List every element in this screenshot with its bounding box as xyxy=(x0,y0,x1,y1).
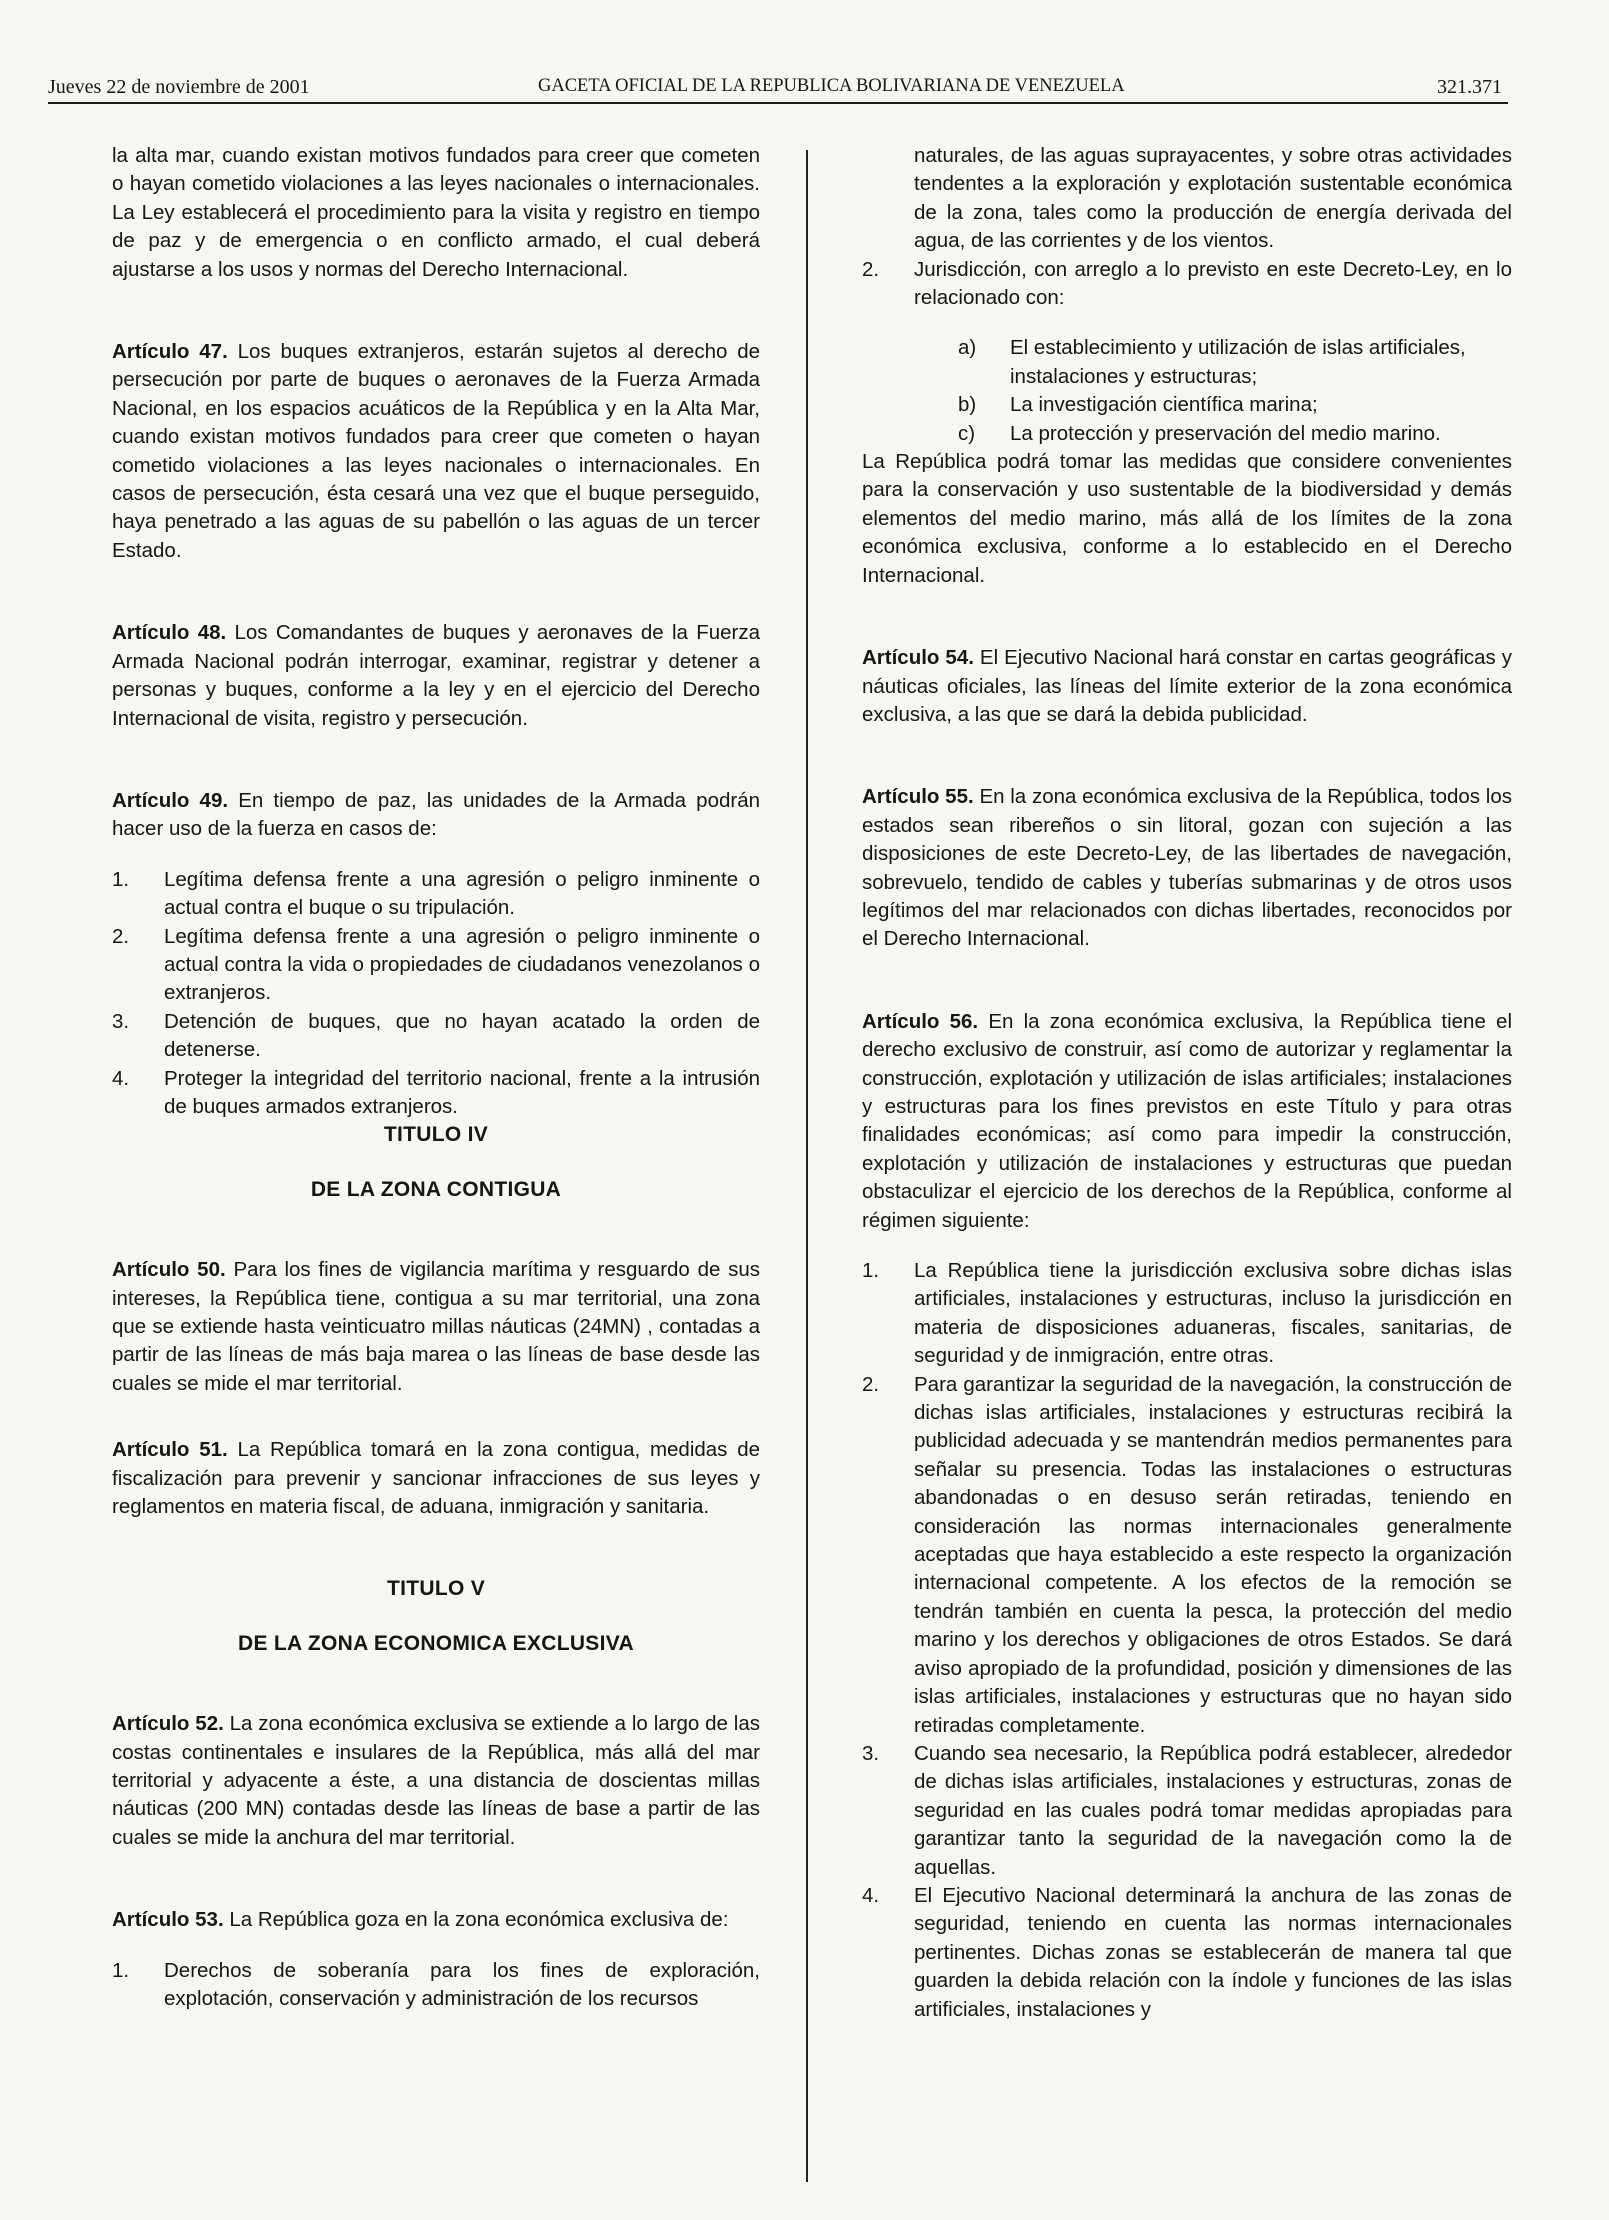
list-item xyxy=(862,256,1512,313)
list-item xyxy=(862,1257,1512,1371)
article-56-list xyxy=(862,1257,1512,2024)
list-text: Legítima defensa frente a una agresión o peligro inminente o actual contra la vida o propiedades de ciudadanos venezolanos o extranjeros. xyxy=(164,924,760,1005)
article-text: La República tomará en la zona contigua, medidas de fiscalización para prevenir y sancionar infracciones de sus leyes y reglamentos en materia fiscal, de aduana, inmigración y sanitaria. xyxy=(112,1438,760,1519)
article-53-sublist xyxy=(958,334,1512,448)
list-item xyxy=(112,866,760,923)
article-text: Los Comandantes de buques y aeronaves de la Fuerza Armada Nacional podrán interrogar, examinar, registrar y detener a personas y buques, conforme a la ley y en el ejercicio del Derecho Internacional de visita, registro y persecución. xyxy=(112,621,760,730)
header-date: Jueves 22 de noviembre de 2001 xyxy=(48,76,310,98)
list-text: Para garantizar la seguridad de la navegación, la construcción de dichas islas artificiales, instalaciones y estructuras recibirá la publicidad adecuada y se mantendrán medios permanentes para señalar su presencia. Todas las instalaciones o estructuras abandonadas o en desuso serán retiradas, teniendo en consideración las normas internacionales generalmente aceptadas que haya establecido a este respecto la organización internacional competente. A los efectos de la remoción se tendrán también en cuenta la pesca, la protección del medio marino y los derechos y obligaciones de otros Estados. Se dará aviso apropiado de la profundidad, posición y dimensiones de las islas artificiales, instalaciones y estructuras que no hayan sido retiradas completamente. xyxy=(914,1372,1512,1737)
list-item xyxy=(862,1740,1512,1882)
list-item xyxy=(112,1957,760,2014)
list-number: 1. xyxy=(112,867,130,891)
list-text: naturales, de las aguas suprayacentes, y sobre otras actividades tendentes a la exploración y explotación sustentable económica de la zona, tales como la producción de energía derivada del agua, de las corrientes y de los vientos. xyxy=(914,144,1512,253)
article-48 xyxy=(112,619,760,733)
continued-paragraph: la alta mar, cuando existan motivos fundados para creer que cometen o hayan cometido violaciones a las leyes nacionales o internacionales. La Ley establecerá el procedimiento para la visita y registro en tiempo de paz y de emergencia o en conflicto armado, el cual deberá ajustarse a los usos y normas del Derecho Internacional. xyxy=(112,144,760,281)
article-label: Artículo 53. xyxy=(112,1908,224,1932)
article-47 xyxy=(112,338,760,565)
article-53-list xyxy=(112,1957,760,2014)
article-label: Artículo 49. xyxy=(112,788,229,812)
column-divider xyxy=(806,150,808,2182)
article-49 xyxy=(112,787,760,844)
title-v-number: TITULO V xyxy=(386,1577,486,1601)
article-label: Artículo 48. xyxy=(112,621,227,645)
title-iv-name: DE LA ZONA CONTIGUA xyxy=(310,1177,562,1201)
sublist-item xyxy=(958,334,1512,391)
list-item xyxy=(862,1882,1512,2024)
article-52 xyxy=(112,1710,760,1852)
list-number: 2. xyxy=(862,1372,880,1396)
article-label: Artículo 47. xyxy=(112,340,228,364)
left-column xyxy=(112,142,760,2014)
list-number: 2. xyxy=(112,924,130,948)
list-text: Proteger la integridad del territorio nacional, frente a la intrusión de buques armados extranjeros. xyxy=(164,1066,760,1118)
list-letter: a) xyxy=(958,336,977,360)
list-text: El Ejecutivo Nacional determinará la anchura de las zonas de seguridad, teniendo en cuenta las normas internacionales pertinentes. Dichas zonas se establecerán de manera tal que guarden la debida relación con la índole y funciones de las islas artificiales, instalaciones y xyxy=(914,1883,1512,2021)
list-item-continued xyxy=(862,142,1512,256)
list-letter: c) xyxy=(958,421,976,445)
list-text: La República tiene la jurisdicción exclusiva sobre dichas islas artificiales, instalaciones y estructuras, incluso la jurisdicción en materia de disposiciones aduaneras, fiscales, sanitarias, de seguridad y de inmigración, entre otras. xyxy=(914,1259,1512,1368)
article-text: Para los fines de vigilancia marítima y resguardo de sus intereses, la República tiene, contigua a su mar territorial, una zona que se extiende hasta veinticuatro millas náuticas (24MN) , contadas a partir de las líneas de más baja marea o las líneas de base desde las cuales se mide el mar territorial. xyxy=(112,1258,761,1395)
article-51 xyxy=(112,1436,760,1521)
article-49-list xyxy=(112,866,760,1122)
list-text: La investigación científica marina; xyxy=(1010,393,1318,417)
sublist-item xyxy=(958,391,1512,419)
article-text: La República goza en la zona económica exclusiva de: xyxy=(229,1908,729,1932)
sublist-item xyxy=(958,420,1512,448)
list-number: 4. xyxy=(862,1883,880,1907)
list-item xyxy=(112,923,760,1008)
article-55 xyxy=(862,783,1512,953)
list-item xyxy=(112,1008,760,1065)
article-54 xyxy=(862,644,1512,729)
list-text: El establecimiento y utilización de islas artificiales, instalaciones y estructuras; xyxy=(1010,336,1466,388)
article-text: En tiempo de paz, las unidades de la Armada podrán hacer uso de la fuerza en casos de: xyxy=(112,788,761,841)
header-publication: GACETA OFICIAL DE LA REPUBLICA BOLIVARIANA DE VENEZUELA xyxy=(538,76,1125,96)
header-page-number: 321.371 xyxy=(1437,76,1502,98)
article-text: En la zona económica exclusiva, la República tiene el derecho exclusivo de construir, así como de autorizar y reglamentar la construcción, explotación y utilización de islas artificiales; instalaciones y estructuras para los fines previstos en este Título y para otras finalidades económicas; así como para impedir la construcción, explotación y utilización de instalaciones y estructuras que puedan obstaculizar el ejercicio de los derechos de la República, conforme al régimen siguiente: xyxy=(862,1009,1513,1232)
article-50 xyxy=(112,1256,760,1398)
article-label: Artículo 54. xyxy=(862,646,974,670)
list-text: Legítima defensa frente a una agresión o peligro inminente o actual contra el buque o su tripulación. xyxy=(164,867,760,920)
title-v-name: DE LA ZONA ECONOMICA EXCLUSIVA xyxy=(238,1631,634,1655)
article-label: Artículo 55. xyxy=(862,785,974,809)
list-text: Derechos de soberanía para los fines de exploración, explotación, conservación y administración de los recursos xyxy=(164,1958,760,2011)
list-letter: b) xyxy=(958,393,977,417)
list-number: 4. xyxy=(112,1066,130,1090)
list-number: 2. xyxy=(862,257,880,281)
article-56 xyxy=(862,1008,1512,1235)
list-number: 3. xyxy=(112,1009,130,1033)
list-text: Cuando sea necesario, la República podrá establecer, alrededor de dichas islas artificiales, instalaciones y estructuras, zonas de seguridad en las cuales podrá tomar medidas apropiadas para garantizar tanto la seguridad de la navegación como la de aquellas. xyxy=(914,1741,1512,1879)
list-text: Jurisdicción, con arreglo a lo previsto en este Decreto-Ley, en lo relacionado con: xyxy=(914,257,1512,310)
list-number: 3. xyxy=(862,1741,880,1765)
article-label: Artículo 56. xyxy=(862,1009,979,1033)
list-item xyxy=(112,1065,760,1122)
list-number: 1. xyxy=(112,1958,130,1982)
list-number: 1. xyxy=(862,1259,880,1282)
article-text: En la zona económica exclusiva de la República, todos los estados sean ribereños o sin litoral, gozan con sujeción a las disposiciones de este Decreto-Ley, de las libertades de navegación, sobrevuelo, tendido de cables y tuberías submarinas y de otros usos legítimos del mar relacionados con dichas libertades, reconocidos por el Derecho Internacional. xyxy=(862,785,1513,951)
article-label: Artículo 52. xyxy=(112,1712,224,1736)
list-text: Detención de buques, que no hayan acatado la orden de detenerse. xyxy=(164,1009,760,1062)
article-label: Artículo 50. xyxy=(112,1258,226,1282)
article-text: Los buques extranjeros, estarán sujetos al derecho de persecución por parte de buques o aeronaves de la Fuerza Armada Nacional, en los espacios acuáticos de la República y en la Alta Mar, cuando existan motivos fundados para creer que cometen o hayan cometido violaciones a las leyes nacionales o internacionales. En casos de persecución, ésta cesará una vez que el buque perseguido, haya penetrado a las aguas de su pabellón o las aguas de un tercer Estado. xyxy=(112,340,761,562)
article-label: Artículo 51. xyxy=(112,1438,228,1462)
article-text: El Ejecutivo Nacional hará constar en cartas geográficas y náuticas oficiales, las líneas del límite exterior de la zona económica exclusiva, a las que se dará la debida publicidad. xyxy=(862,646,1513,726)
article-53-paragraph: La República podrá tomar las medidas que considere convenientes para la conservación y uso sustentable de la biodiversidad y demás elementos del medio marino, más allá de los límites de la zona económica exclusiva, conforme a lo establecido en el Derecho Internacional. xyxy=(862,450,1512,587)
list-text: La protección y preservación del medio marino. xyxy=(1010,421,1441,445)
article-text: La zona económica exclusiva se extiende a lo largo de las costas continentales e insulares de la República, más allá del mar territorial y adyacente a éste, a una distancia de doscientas millas náuticas (200 MN) contadas desde las líneas de base a partir de las cuales se mide la anchura del mar territorial. xyxy=(112,1712,760,1849)
article-53-list-continued xyxy=(862,142,1512,312)
article-53 xyxy=(112,1906,760,1934)
list-item xyxy=(862,1371,1512,1740)
right-column xyxy=(862,142,1512,2024)
title-iv-number: TITULO IV xyxy=(383,1123,489,1147)
page-header xyxy=(48,72,1508,104)
